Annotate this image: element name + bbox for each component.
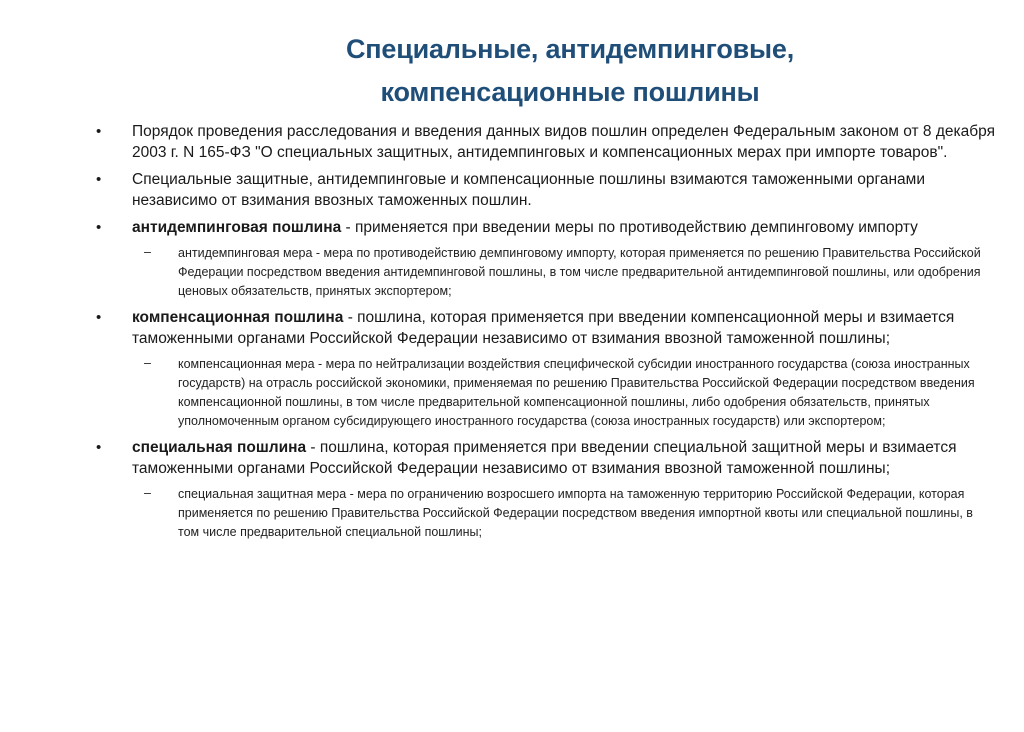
bullet-icon: • — [96, 309, 102, 326]
slide-title — [250, 28, 890, 114]
bullet-list — [96, 121, 1001, 548]
bullet-icon: • — [96, 171, 102, 188]
dash-icon: – — [144, 245, 151, 259]
bullet-icon: • — [96, 439, 102, 456]
slide-title-line-2: компенсационные пошлины — [380, 77, 760, 107]
sub-item-3 — [144, 485, 983, 542]
sub-item-1 — [144, 244, 983, 301]
bullet-icon: • — [96, 219, 102, 236]
bullet-term: специальная пошлина — [132, 439, 307, 456]
bullet-item-5 — [96, 437, 1001, 479]
bullet-term: антидемпинговая пошлина — [132, 219, 342, 236]
bullet-text: - применяется при введении меры по противодействию демпинговому импорту — [341, 219, 918, 236]
sub-item-2 — [144, 355, 983, 431]
slide-title-line-1: Специальные, антидемпинговые, — [345, 34, 795, 64]
bullet-text: - пошлина, которая применяется при введении специальной защитной меры и взимается таможенными органами Российской Федерации независимо от взимания ввозной таможенной пошлины; — [132, 439, 957, 477]
sub-item-text: антидемпинговая мера - мера по противодействию демпинговому импорту, которая применяется по решению Правительства Российской Федерации посредством введения антидемпинговой пошлины, в том числе предварительной антидемпинговой пошлины, или одобрения ценовых обязательств, принятых экспортером; — [178, 246, 981, 298]
bullet-item-1 — [96, 121, 1001, 163]
bullet-item-4 — [96, 307, 1001, 349]
bullet-item-3 — [96, 217, 1001, 238]
bullet-text: Порядок проведения расследования и введения данных видов пошлин определен Федеральным законом от 8 декабря 2003 г. N 165-ФЗ "О специальных защитных, антидемпинговых и компенсационных мерах при импорте товаров". — [132, 123, 995, 161]
bullet-term: компенсационная пошлина — [132, 309, 344, 326]
sub-item-text: компенсационная мера - мера по нейтрализации воздействия специфической субсидии иностранного государства (союза иностранных государств) на отрасль российской экономики, применяемая по решению Правительства Российской Федерации посредством введения компенсационной пошлины, в том числе предварительной компенсационной пошлины, либо одобрения обязательств, принятых уполномоченным органом субсидирующего иностранного государства (союза иностранных государств) или экспортером; — [178, 357, 975, 428]
dash-icon: – — [144, 486, 151, 500]
bullet-icon: • — [96, 123, 102, 140]
bullet-text: Специальные защитные, антидемпинговые и компенсационные пошлины взимаются таможенными органами независимо от взимания ввозных таможенных пошлин. — [132, 171, 925, 209]
dash-icon: – — [144, 356, 151, 370]
bullet-item-2 — [96, 169, 1001, 211]
bullet-text: - пошлина, которая применяется при введении компенсационной меры и взимается таможенными органами Российской Федерации независимо от взимания ввозной таможенной пошлины; — [132, 309, 955, 347]
sub-item-text: специальная защитная мера - мера по ограничению возросшего импорта на таможенную территорию Российской Федерации, которая применяется по решению Правительства Российской Федерации посредством введения импортной квоты или специальной пошлины, в том числе предварительной специальной пошлины; — [178, 487, 973, 539]
